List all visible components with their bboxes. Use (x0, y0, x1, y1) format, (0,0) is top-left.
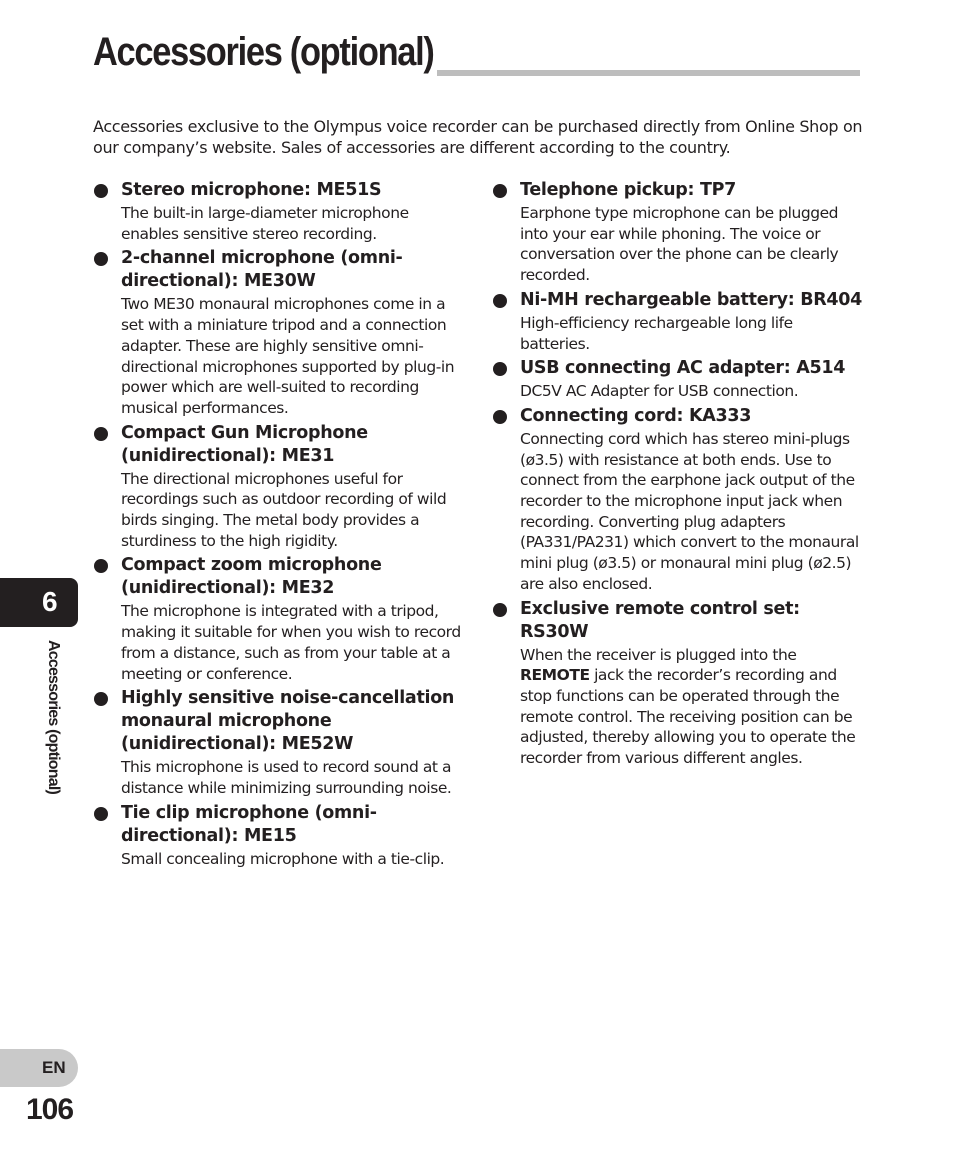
accessory-item (93, 802, 463, 870)
accessory-title: Telephone pickup: TP7 (520, 180, 737, 200)
accessory-title: Highly sensitive noise-cancellation monaural microphone (unidirectional): ME52W (121, 688, 455, 755)
side-section-text: Accessories (optional) (45, 640, 62, 795)
accessory-item (492, 405, 864, 595)
accessory-description: Two ME30 monaural microphones come in a set with a miniature tripod and a connection adapter. These are highly sensitive omni-directional microphones supported by plug-in power which are well-suited to recording musical performances. (121, 295, 455, 417)
accessory-title: Tie clip microphone (omni-directional): ME15 (121, 802, 377, 846)
bullet-icon (493, 603, 507, 617)
accessory-item (93, 687, 463, 798)
page-title: Accessories (optional) (93, 28, 437, 76)
chapter-number: 6 (42, 586, 58, 617)
remote-keyword: REMOTE (520, 666, 590, 685)
accessory-description: The directional microphones useful for recordings such as outdoor recording of wild birds singing. The metal body provides a sturdiness to the high rigidity. (121, 469, 447, 550)
accessory-title: Compact zoom microphone (unidirectional): ME32 (121, 555, 382, 599)
description-rest: jack the recorder’s recording and stop functions can be operated through the remote control. The receiving position can be adjusted, thereby allowing you to operate the recorder from various different angles. (520, 666, 856, 768)
accessory-item (93, 179, 463, 244)
accessory-item (492, 289, 864, 354)
bullet-icon (94, 427, 108, 441)
accessory-title: USB connecting AC adapter: A514 (520, 358, 846, 379)
accessory-title: Ni-MH rechargeable battery: BR404 (520, 289, 863, 310)
bullet-icon (493, 362, 507, 376)
intro-paragraph: Accessories exclusive to the Olympus voice recorder can be purchased directly from Online Shop on our company’s website. Sales of accessories are different according to the country. (93, 117, 863, 157)
accessory-title: Exclusive remote control set: RS30W (520, 598, 800, 642)
accessory-item (492, 179, 864, 286)
bullet-icon (94, 807, 108, 821)
bullet-icon (493, 410, 507, 424)
right-column (492, 179, 864, 772)
accessory-description: Earphone type microphone can be plugged into your ear while phoning. The voice or conversation over the phone can be clearly recorded. (520, 204, 839, 285)
left-column (93, 179, 463, 872)
accessory-title: Compact Gun Microphone (unidirectional): ME31 (121, 422, 368, 466)
bullet-icon (94, 559, 108, 573)
page-number: 106 (26, 1093, 74, 1126)
accessory-title: 2-channel microphone (omni-directional): ME30W (121, 248, 403, 292)
accessory-description: DC5V AC Adapter for USB connection. (520, 382, 799, 401)
side-section-label (40, 640, 64, 815)
bullet-icon (493, 294, 507, 308)
accessory-description: The microphone is integrated with a tripod, making it suitable for when you wish to record from a distance, such as from your table at a meeting or conference. (121, 602, 461, 683)
accessory-description: Connecting cord which has stereo mini-plugs (ø3.5) with resistance at both ends. Use to connect from the earphone jack output of the recorder to the microphone input jack when recording. Converting plug adapters (PA331/PA231) which convert to the monaural mini plug (ø3.5) or monaural mini plug (ø2.5) are also enclosed. (520, 429, 859, 593)
accessory-description: High-efficiency rechargeable long life batteries. (520, 313, 793, 353)
description-lead: When the receiver is plugged into the (520, 645, 797, 664)
accessory-description: The built-in large-diameter microphone enables sensitive stereo recording. (121, 204, 409, 243)
bullet-icon (94, 692, 108, 706)
accessory-description: This microphone is used to record sound at a distance while minimizing surrounding noise. (121, 758, 452, 797)
accessory-item (492, 357, 864, 402)
language-tab (0, 1049, 78, 1087)
accessory-item (93, 247, 463, 418)
bullet-icon (493, 184, 507, 198)
accessory-item (492, 598, 864, 769)
accessory-item (93, 422, 463, 552)
language-label: EN (42, 1058, 66, 1077)
chapter-tab (0, 578, 78, 627)
accessory-title: Connecting cord: KA333 (520, 405, 752, 426)
bullet-icon (94, 252, 108, 266)
page-header (93, 28, 860, 80)
accessory-item (93, 554, 463, 684)
accessory-description (520, 645, 864, 769)
accessory-description: Small concealing microphone with a tie-clip. (121, 849, 445, 868)
accessory-title: Stereo microphone: ME51S (121, 180, 382, 200)
bullet-icon (94, 184, 108, 198)
